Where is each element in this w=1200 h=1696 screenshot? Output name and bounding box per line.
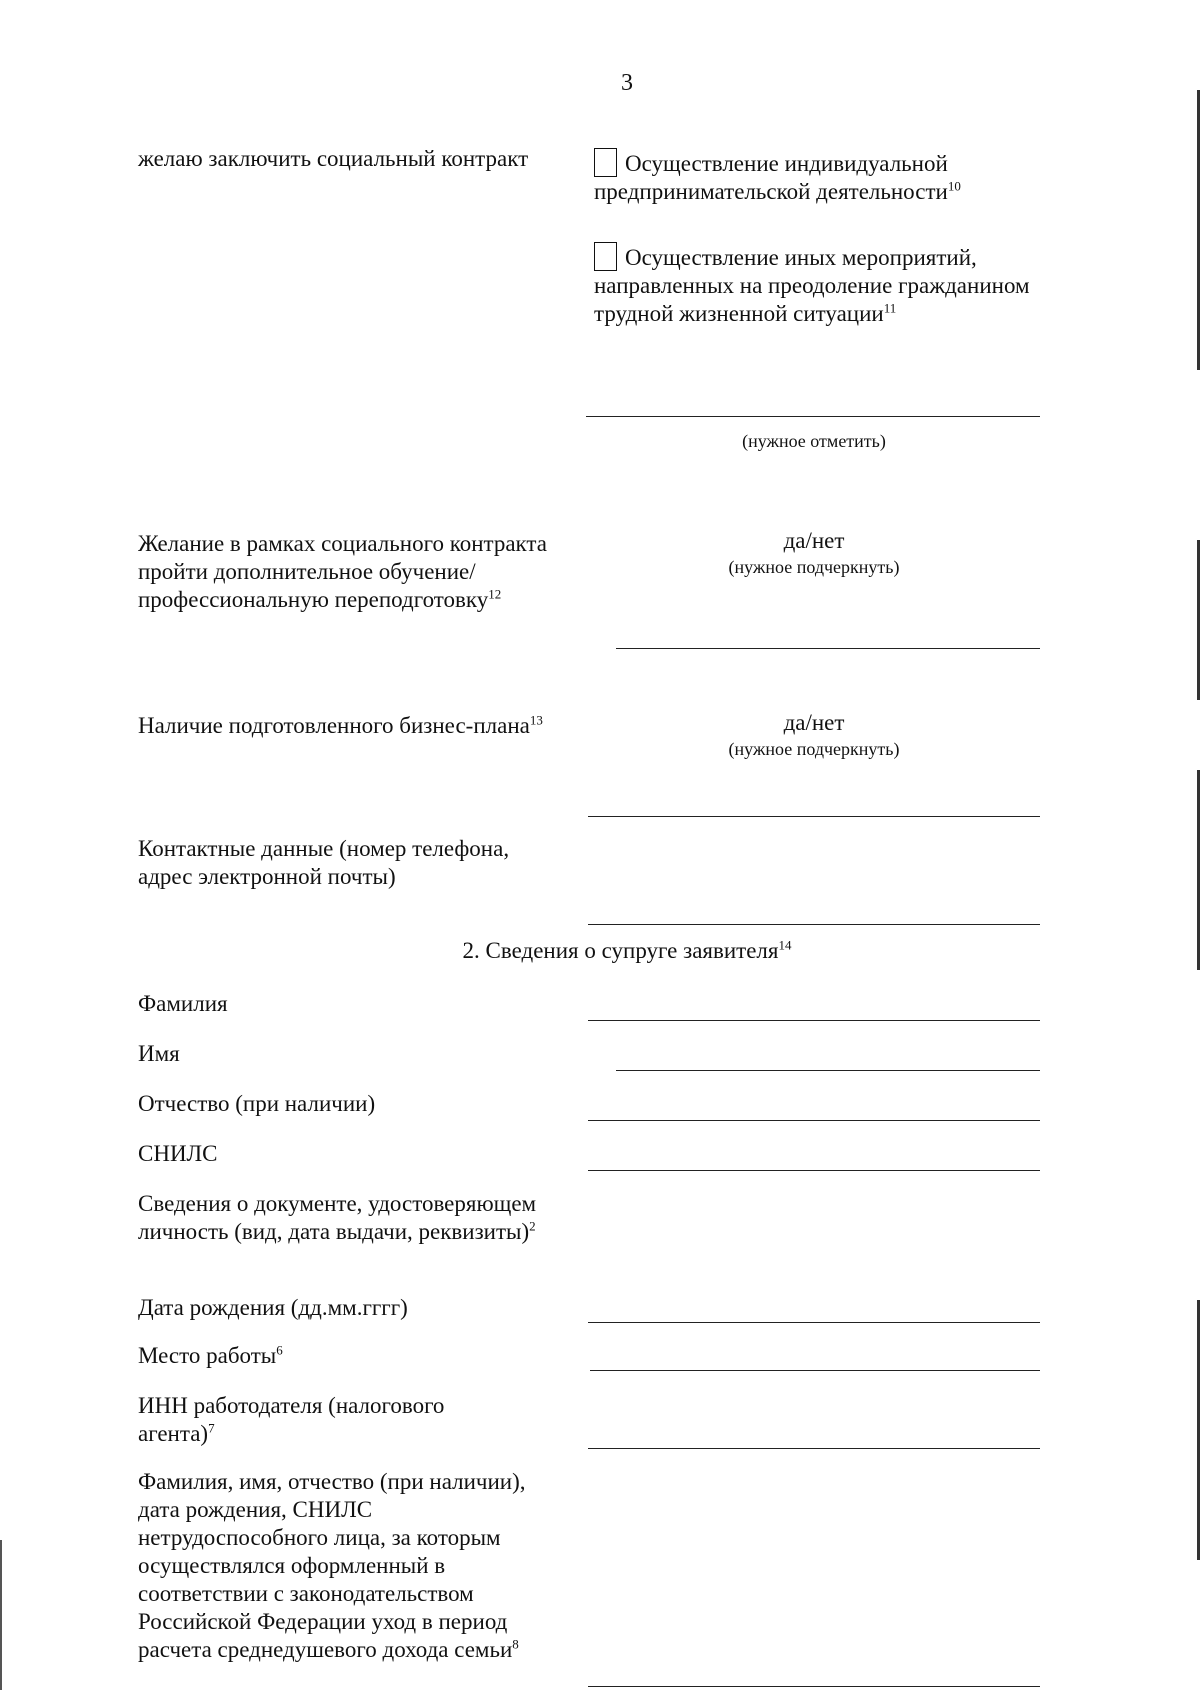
business-plan-label [138, 712, 568, 740]
footnote-ref: 14 [778, 937, 792, 953]
business-plan-note: (нужное подчеркнуть) [728, 739, 900, 759]
field-employer-inn-text: ИНН работодателя (налогового агента) [138, 1393, 445, 1446]
footnote-ref: 6 [276, 1342, 283, 1358]
field-id-document-label [138, 1190, 548, 1246]
field-name-label: Имя [138, 1041, 180, 1066]
option-business[interactable] [594, 148, 1046, 206]
field-surname-label: Фамилия [138, 991, 228, 1016]
business-plan-label-text: Наличие подготовленного бизнес-плана [138, 713, 530, 738]
field-name-line[interactable] [616, 1070, 1040, 1071]
field-employer-inn-label [138, 1392, 498, 1448]
field-snils-line[interactable] [588, 1170, 1040, 1171]
checkbox-business[interactable] [594, 148, 617, 177]
footnote-ref: 11 [883, 300, 897, 316]
field-birth-date-line[interactable] [588, 1322, 1040, 1323]
checkbox-other[interactable] [594, 242, 617, 271]
field-patronymic-label: Отчество (при наличии) [138, 1091, 376, 1116]
field-workplace-line[interactable] [590, 1370, 1040, 1371]
footnote-ref: 7 [208, 1420, 215, 1436]
training-label [138, 530, 568, 614]
answer-line [586, 416, 1040, 417]
field-birth-date-label: Дата рождения (дд.мм.гггг) [138, 1295, 408, 1320]
mark-note: (нужное отметить) [742, 431, 886, 451]
training-value[interactable]: да/нет [783, 528, 845, 553]
section-2-title-text: 2. Сведения о супруге заявителя [462, 938, 779, 963]
field-patronymic-line[interactable] [588, 1120, 1040, 1121]
field-id-document-text: Сведения о документе, удостоверяющем личность (вид, дата выдачи, реквизиты) [138, 1191, 537, 1244]
field-care-person-label [138, 1468, 563, 1664]
footnote-ref: 13 [529, 712, 543, 728]
training-label-text: Желание в рамках социального контракта пройти дополнительное обучение/профессиональную переподготовку [138, 531, 547, 612]
footnote-ref: 2 [529, 1218, 536, 1234]
business-plan-value[interactable]: да/нет [783, 710, 845, 735]
field-workplace-text: Место работы [138, 1343, 277, 1368]
answer-line [588, 816, 1040, 817]
scan-edge [0, 1540, 2, 1690]
social-contract-label: желаю заключить социальный контракт [138, 146, 529, 171]
footnote-ref: 10 [947, 178, 961, 194]
option-other[interactable] [594, 242, 1046, 328]
field-surname-line[interactable] [588, 1020, 1040, 1021]
field-snils-label: СНИЛС [138, 1141, 218, 1166]
contacts-label: Контактные данные (номер телефона, адрес электронной почты) [138, 836, 510, 889]
answer-line [616, 648, 1040, 649]
training-note: (нужное подчеркнуть) [728, 557, 900, 577]
field-workplace-label [138, 1342, 568, 1370]
field-employer-inn-line[interactable] [588, 1448, 1040, 1449]
field-care-person-line[interactable] [588, 1686, 1040, 1687]
section-2-title [0, 938, 1200, 964]
field-care-person-text: Фамилия, имя, отчество (при наличии), дата рождения, СНИЛС нетрудоспособного лица, за которым осуществлялся оформленный в соответствии с законодательством Российской Федерации уход в период расчета среднедушевого дохода семьи [138, 1469, 526, 1662]
option-business-text: Осуществление индивидуальной предпринимательской деятельности [594, 151, 948, 204]
page-number: 3 [621, 70, 633, 96]
footnote-ref: 8 [512, 1636, 519, 1652]
contacts-input-line[interactable] [588, 924, 1040, 925]
option-other-text: Осуществление иных мероприятий, направленных на преодоление гражданином трудной жизненной ситуации [594, 245, 1030, 326]
footnote-ref: 12 [488, 586, 502, 602]
